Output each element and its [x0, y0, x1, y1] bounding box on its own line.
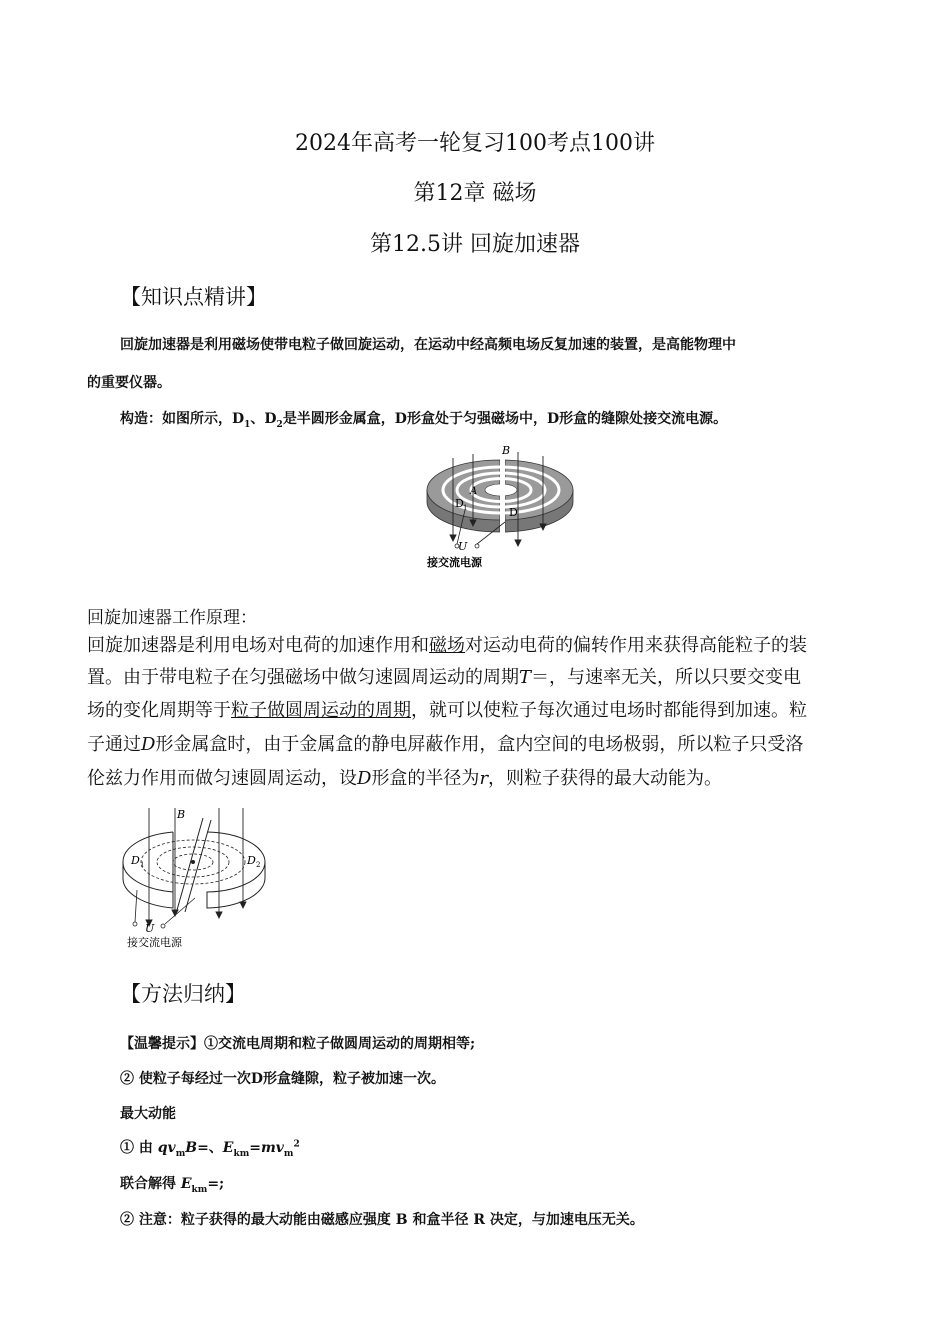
document-title: 2024年高考一轮复习100考点100讲: [295, 131, 655, 156]
svg-text:1: 1: [140, 861, 145, 869]
figure1-label-D: D: [509, 506, 518, 519]
principle-heading: 回旋加速器工作原理：: [87, 608, 257, 628]
solve-line: 联合解得 $E_{km}=$;: [120, 1176, 225, 1195]
tip-line-2: ② 使粒子每经过一次D形盒缝隙，粒子被加速一次。: [120, 1071, 446, 1087]
formula-line-1: ① 由 $qv_mB=$、$E_{km}=mv_m^2$: [120, 1139, 300, 1159]
cyclotron-figure-1: [415, 440, 585, 575]
intro-line-1: 回旋加速器是利用磁场使带电粒子做回旋运动，在运动中经高频电场反复加速的装置，是高能物理中: [120, 337, 736, 353]
method-heading: 【方法归纳】: [120, 982, 246, 1006]
figure1-label-D1: D: [455, 497, 464, 510]
figure1-caption: 接交流电源: [427, 556, 482, 569]
figure1-label-U: U: [458, 540, 468, 553]
figure1-label-A: A: [470, 486, 478, 497]
principle-line-3: 场的变化周期等于粒子做圆周运动的周期，就可以使粒子每次通过电场时都能得到加速。粒: [87, 700, 807, 721]
chapter-title: 第12章 磁场: [413, 181, 537, 206]
principle-line-2: 置。由于带电粒子在匀强磁场中做匀速圆周运动的周期T＝，与速率无关，所以只要交变电: [87, 667, 802, 688]
figure2-caption: 接交流电源: [127, 936, 182, 949]
knowledge-heading: 【知识点精讲】: [120, 285, 267, 309]
cyclotron-figure-2: [115, 800, 275, 955]
svg-text:2: 2: [256, 861, 261, 869]
svg-text:1: 1: [463, 504, 468, 512]
figure2-label-D2: D: [247, 854, 256, 867]
structure-line: 构造：如图所示，$D_1$、$D_2$是半圆形金属盒，D形盒处于匀强磁场中，D形盒的缝隙处接交流电源。: [120, 411, 728, 430]
max-ke-label: 最大动能: [120, 1106, 176, 1122]
figure2-label-D1: D: [131, 854, 140, 867]
figure2-label-U: U: [145, 922, 155, 935]
note-line: ② 注意：粒子获得的最大动能由磁感应强度 B 和盒半径 R 决定，与加速电压无关。: [120, 1212, 644, 1228]
figure2-label-B: B: [177, 808, 186, 821]
intro-line-2: 的重要仪器。: [87, 375, 171, 391]
principle-line-4: 子通过D形金属盒时，由于金属盒的静电屏蔽作用，盒内空间的电场极弱，所以粒子只受洛: [87, 734, 804, 755]
tip-line: 【温馨提示】①交流电周期和粒子做圆周运动的周期相等;: [120, 1036, 476, 1052]
principle-line-5: 伦兹力作用而做匀速圆周运动，设D形盒的半径为r，则粒子获得的最大动能为。: [87, 768, 723, 789]
lecture-title: 第12.5讲 回旋加速器: [370, 232, 580, 257]
principle-line-1: 回旋加速器是利用电场对电荷的加速作用和磁场对运动电荷的偏转作用来获得高能粒子的装: [87, 635, 807, 656]
figure1-label-B: B: [502, 444, 511, 457]
